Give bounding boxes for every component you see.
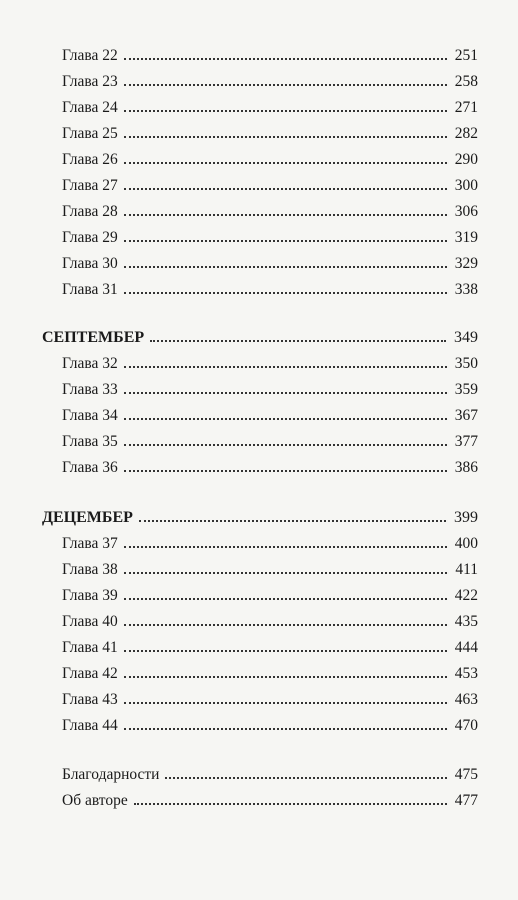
toc-entry-page: 338 [454,281,478,298]
toc-entry-page: 282 [454,125,478,142]
leader-dots [124,418,447,420]
toc-entry-page: 367 [454,407,478,424]
leader-dots [124,292,447,294]
toc-entry-chapter-35[interactable] [62,429,478,455]
toc-entry-page: 377 [454,433,478,450]
toc-entry-page: 399 [454,509,478,526]
toc-entry-page: 258 [454,73,478,90]
toc-entry-title: Глава 28 [62,203,118,220]
toc-entry-chapter-42[interactable] [62,661,478,687]
toc-entry-about-author[interactable] [62,788,478,814]
toc-entry-chapter-38[interactable] [62,557,478,583]
toc-entry-chapter-44[interactable] [62,713,478,739]
toc-entry-title: Глава 26 [62,151,118,168]
toc-entry-title: Глава 39 [62,587,118,604]
toc-entry-chapter-32[interactable] [62,351,478,377]
leader-dots [124,572,448,574]
leader-dots [124,136,447,138]
toc-entry-acknowledgements[interactable] [62,762,478,788]
toc-entry-page: 350 [454,355,478,372]
toc-entry-title: Глава 36 [62,459,118,476]
toc-entry-title: Глава 33 [62,381,118,398]
toc-entry-title: Глава 37 [62,535,118,552]
toc-entry-title: Глава 35 [62,433,118,450]
toc-entry-chapter-30[interactable] [62,251,478,277]
toc-entry-page: 300 [454,177,478,194]
toc-entry-title: Глава 23 [62,73,118,90]
toc-section-december[interactable] [42,505,478,531]
toc-entry-title: Глава 38 [62,561,118,578]
toc-entry-chapter-41[interactable] [62,635,478,661]
leader-dots [124,598,447,600]
toc-entry-page: 477 [454,792,478,809]
leader-dots [124,546,447,548]
toc-entry-chapter-28[interactable] [62,199,478,225]
toc-entry-chapter-36[interactable] [62,455,478,481]
leader-dots [124,266,447,268]
toc-section-september[interactable] [42,325,478,351]
leader-dots [124,162,447,164]
toc-entry-page: 444 [454,639,478,656]
toc-entry-title: Глава 31 [62,281,118,298]
toc-entry-page: 463 [454,691,478,708]
toc-entry-title: Об авторе [62,792,128,809]
leader-dots [134,803,447,805]
toc-entry-page: 453 [454,665,478,682]
toc-entry-page: 411 [455,561,478,578]
leader-dots [124,728,447,730]
toc-entry-page: 475 [454,766,478,783]
leader-dots [150,340,446,342]
toc-entry-chapter-23[interactable] [62,69,478,95]
leader-dots [124,366,447,368]
toc-entry-page: 251 [454,47,478,64]
toc-entry-chapter-34[interactable] [62,403,478,429]
toc-entry-title: Глава 44 [62,717,118,734]
toc-entry-title: Глава 29 [62,229,118,246]
toc-entry-title: Глава 24 [62,99,118,116]
toc-entry-chapter-31[interactable] [62,277,478,303]
leader-dots [124,444,447,446]
leader-dots [124,214,447,216]
toc-entry-title: Глава 22 [62,47,118,64]
toc-entry-chapter-40[interactable] [62,609,478,635]
toc-entry-page: 400 [454,535,478,552]
toc-entry-chapter-43[interactable] [62,687,478,713]
toc-entry-chapter-26[interactable] [62,147,478,173]
toc-entry-page: 306 [454,203,478,220]
toc-entry-page: 290 [454,151,478,168]
leader-dots [124,650,447,652]
leader-dots [124,84,447,86]
toc-entry-chapter-22[interactable] [62,43,478,69]
toc-entry-page: 329 [454,255,478,272]
toc-entry-title: Глава 40 [62,613,118,630]
toc-entry-page: 386 [454,459,478,476]
toc-entry-title: Глава 25 [62,125,118,142]
toc-entry-chapter-39[interactable] [62,583,478,609]
leader-dots [124,676,447,678]
leader-dots [124,624,447,626]
toc-section-title: СЕПТЕМБЕР [42,329,145,346]
leader-dots [165,777,446,779]
leader-dots [124,240,447,242]
toc-entry-chapter-29[interactable] [62,225,478,251]
toc-entry-title: Глава 30 [62,255,118,272]
toc-section-title: ДЕЦЕМБЕР [42,509,133,526]
toc-entry-page: 349 [454,329,478,346]
toc-entry-page: 271 [454,99,478,116]
toc-entry-page: 422 [454,587,478,604]
toc-entry-page: 470 [454,717,478,734]
toc-entry-chapter-25[interactable] [62,121,478,147]
leader-dots [124,110,447,112]
leader-dots [124,58,447,60]
toc-entry-title: Глава 41 [62,639,118,656]
toc-entry-chapter-24[interactable] [62,95,478,121]
toc-entry-title: Глава 27 [62,177,118,194]
toc-entry-title: Благодарности [62,766,160,783]
toc-entry-page: 435 [454,613,478,630]
leader-dots [124,470,447,472]
toc-entry-chapter-33[interactable] [62,377,478,403]
toc-entry-page: 359 [454,381,478,398]
toc-entry-chapter-37[interactable] [62,531,478,557]
toc-entry-title: Глава 42 [62,665,118,682]
leader-dots [139,520,446,522]
toc-entry-page: 319 [454,229,478,246]
toc-entry-title: Глава 34 [62,407,118,424]
leader-dots [124,188,447,190]
toc-entry-chapter-27[interactable] [62,173,478,199]
leader-dots [124,392,447,394]
toc-entry-title: Глава 32 [62,355,118,372]
leader-dots [124,702,447,704]
toc-entry-title: Глава 43 [62,691,118,708]
